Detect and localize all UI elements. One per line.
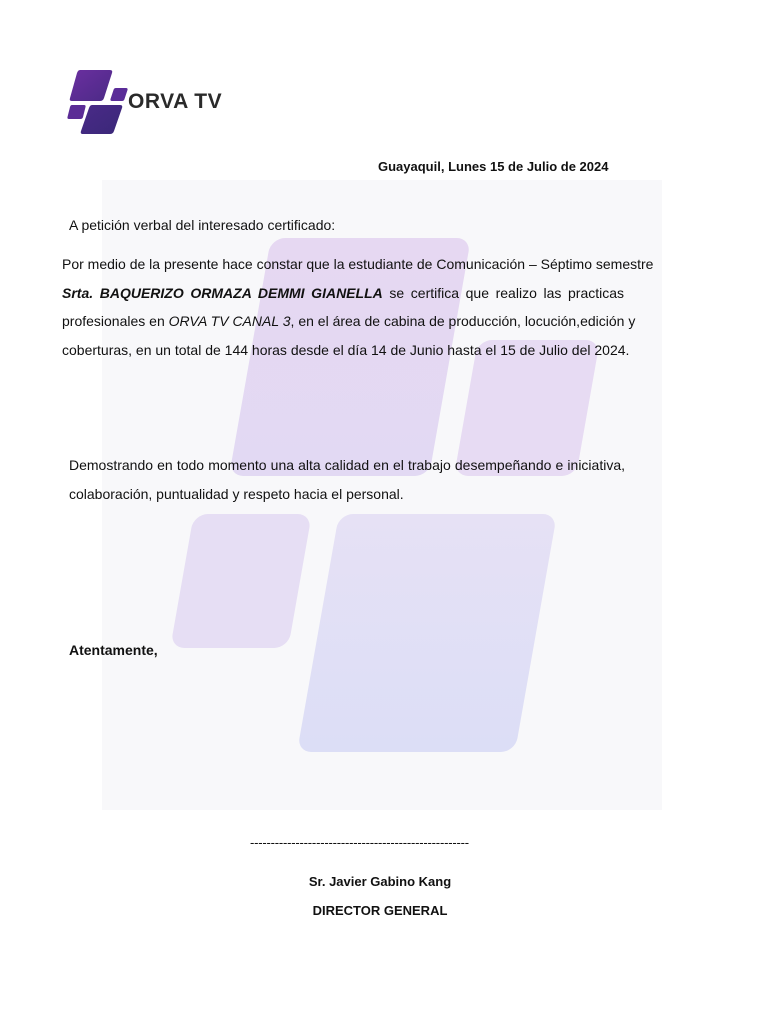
paragraph-line — [62, 311, 636, 331]
closing-text: Atentamente, — [69, 642, 158, 658]
paragraph-line: Demostrando en todo momento una alta calidad en el trabajo desempeñando e iniciativa, — [69, 457, 625, 473]
student-name: Srta. BAQUERIZO ORMAZA DEMMI GIANELLA — [62, 285, 383, 301]
paragraph-line — [62, 283, 624, 303]
logo-text: ORVA TV — [128, 90, 223, 113]
signature-line: ----------------------------------------------------- — [250, 835, 469, 850]
signatory-title: DIRECTOR GENERAL — [312, 903, 448, 918]
paragraph-line: Por medio de la presente hace constar que la estudiante de Comunicación – Séptimo semestre — [62, 256, 654, 272]
company-name: ORVA TV CANAL 3 — [168, 313, 291, 329]
paragraph-text: se certifica que realizo las practicas — [382, 285, 625, 301]
paragraph-line: coberturas, en un total de 144 horas desde el día 14 de Junio hasta el 15 de Julio del 2024. — [62, 342, 630, 358]
watermark-logo-block — [170, 514, 312, 648]
date-line: Guayaquil, Lunes 15 de Julio de 2024 — [378, 159, 609, 174]
watermark-logo-block — [297, 514, 557, 752]
paragraph-text: profesionales en — [62, 313, 169, 329]
intro-text: A petición verbal del interesado certificado: — [69, 217, 336, 233]
paragraph-text: , en el área de cabina de producción, locución,edición y — [290, 313, 636, 329]
signatory-name: Sr. Javier Gabino Kang — [308, 874, 452, 889]
paragraph-line: colaboración, puntualidad y respeto hacia el personal. — [69, 486, 404, 502]
